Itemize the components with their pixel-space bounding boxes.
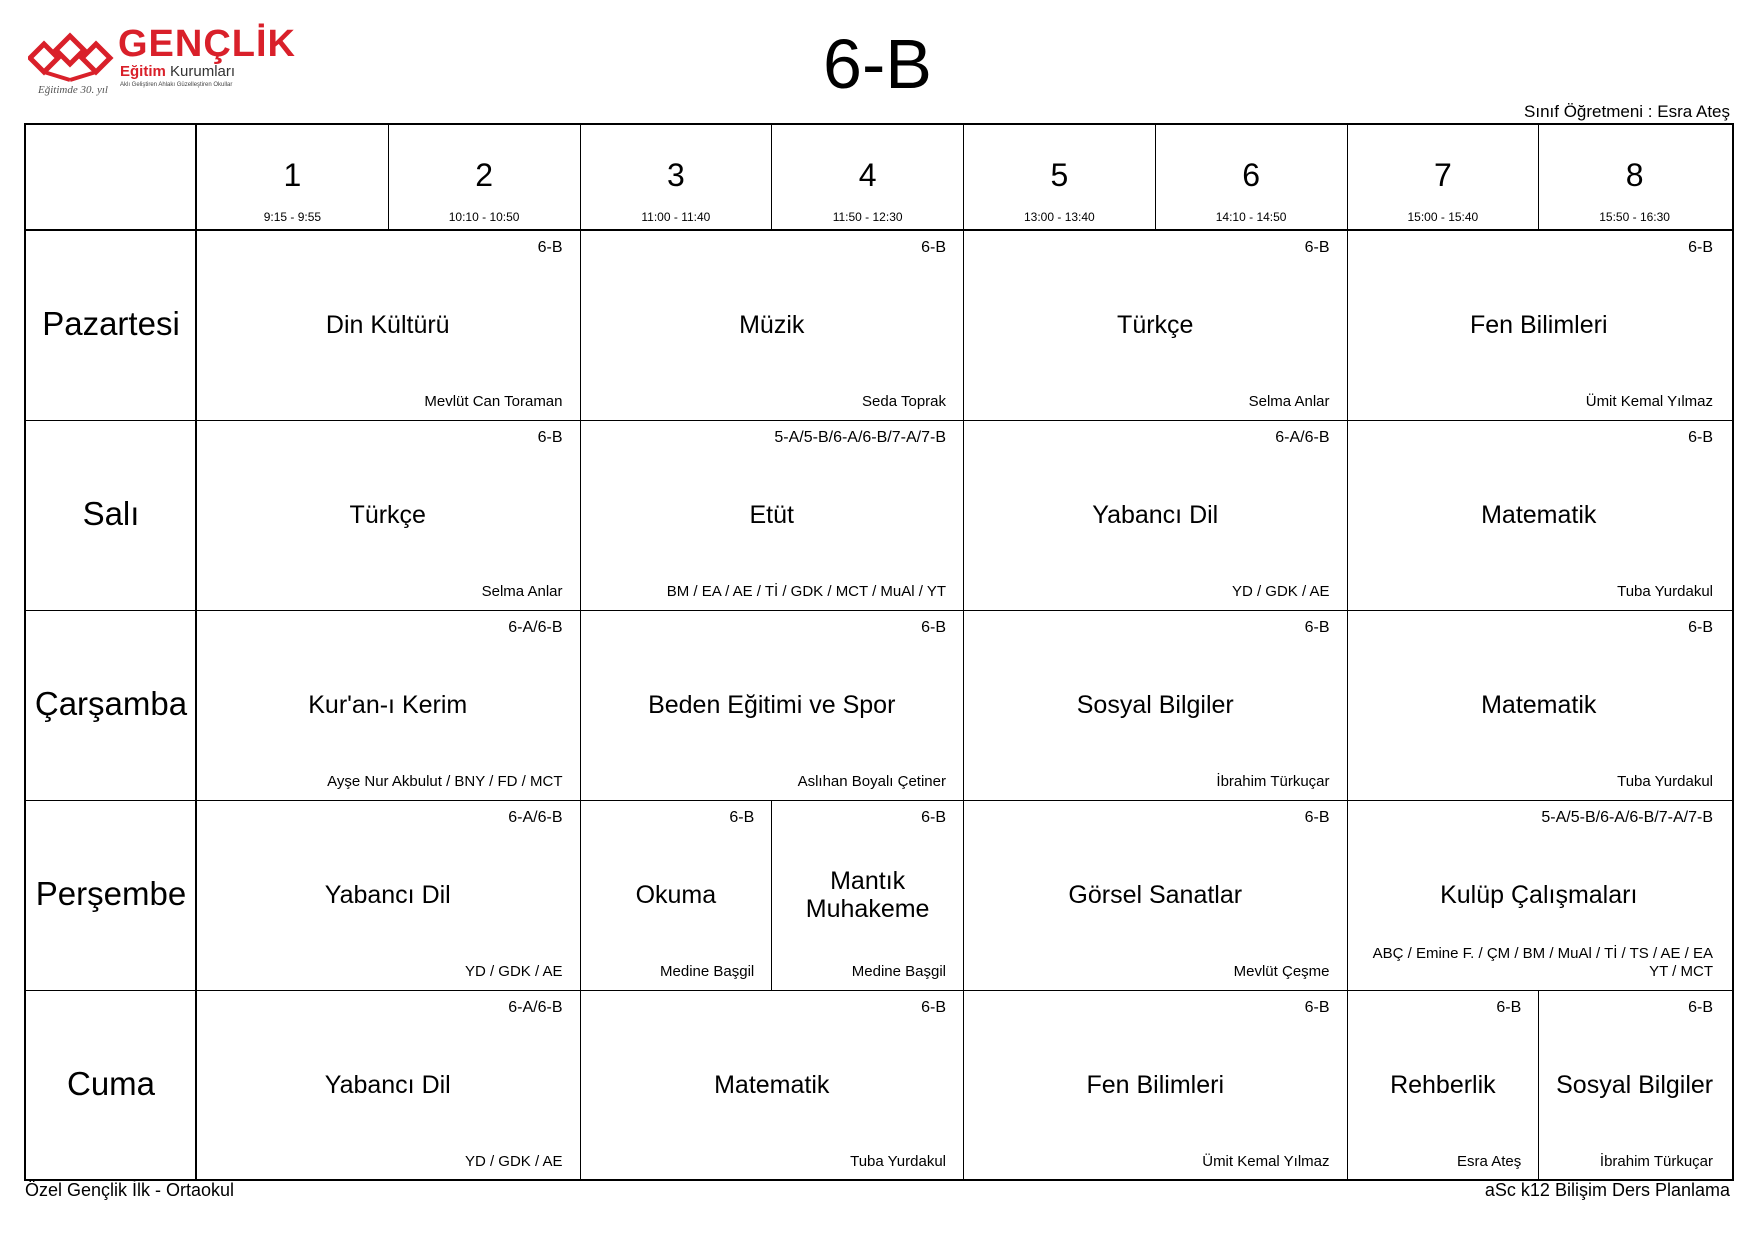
lesson-cell	[580, 990, 964, 1180]
lesson-subject: Müzik	[739, 311, 805, 339]
period-header	[388, 125, 580, 230]
period-number: 1	[283, 157, 302, 193]
lesson-subject: Yabancı Dil	[324, 1071, 451, 1099]
lesson-cell	[196, 610, 580, 800]
lesson-teacher: Mevlüt Can Toraman	[424, 393, 563, 410]
lesson-teacher: Medine Başgil	[851, 963, 946, 980]
lesson-subject: Sosyal Bilgiler	[1076, 691, 1234, 719]
lesson-class: 6-B	[1304, 999, 1330, 1016]
lesson-class: 5-A/5-B/6-A/6-B/7-A/7-B	[1541, 809, 1713, 826]
lesson-subject: Matematik	[1481, 501, 1597, 529]
logo-motto: Eğitimde 30. yıl	[38, 84, 108, 96]
lesson-cell	[963, 610, 1347, 800]
lesson-teacher: Tuba Yurdakul	[1617, 773, 1713, 790]
lesson-class: 6-B	[1688, 239, 1713, 256]
lesson-cell	[580, 610, 964, 800]
lesson-subject: Görsel Sanatlar	[1068, 881, 1243, 909]
lesson-teacher: İbrahim Türkuçar	[1216, 773, 1330, 790]
lesson-subject: Türkçe	[1117, 311, 1194, 339]
period-time: 11:50 - 12:30	[832, 210, 903, 224]
lesson-subject: Okuma	[635, 881, 717, 909]
lesson-cell	[580, 420, 964, 610]
lesson-class: 6-A/6-B	[508, 809, 563, 826]
lesson-subject: Kulüp Çalışmaları	[1440, 881, 1638, 909]
lesson-subject: Din Kültürü	[325, 311, 450, 339]
period-header	[1347, 125, 1539, 230]
lesson-teacher: Ayşe Nur Akbulut / BNY / FD / MCT	[327, 773, 563, 790]
lesson-class: 6-B	[1304, 809, 1330, 826]
lesson-cell	[963, 800, 1347, 990]
period-time: 11:00 - 11:40	[641, 210, 711, 224]
lesson-class: 6-B	[537, 429, 563, 446]
period-number: 5	[1050, 157, 1069, 193]
lesson-teacher: YD / GDK / AE	[464, 1153, 563, 1170]
day-name: Pazartesi	[42, 305, 180, 342]
lesson-teacher: Mevlüt Çeşme	[1233, 963, 1330, 980]
period-number: 7	[1433, 157, 1452, 193]
period-time: 15:50 - 16:30	[1599, 210, 1670, 224]
day-name: Salı	[82, 495, 140, 532]
day-name: Perşembe	[35, 875, 187, 912]
period-time: 14:10 - 14:50	[1215, 210, 1287, 224]
lesson-teacher: İbrahim Türkuçar	[1599, 1153, 1713, 1170]
lesson-cell	[963, 990, 1347, 1180]
lesson-subject: Türkçe	[349, 501, 426, 529]
lesson-cell	[1538, 990, 1730, 1180]
lesson-teacher: Selma Anlar	[1248, 393, 1330, 410]
period-header	[1538, 125, 1730, 230]
lesson-subject: Kur'an-ı Kerim	[308, 691, 468, 719]
lesson-class: 6-B	[921, 999, 946, 1016]
lesson-subject: Rehberlik	[1390, 1071, 1496, 1099]
period-time: 9:15 - 9:55	[263, 210, 322, 224]
lesson-class: 6-B	[729, 809, 755, 826]
footer-software-name: aSc k12 Bilişim Ders Planlama	[1484, 1180, 1730, 1200]
lesson-cell	[963, 420, 1347, 610]
lesson-class: 6-B	[921, 619, 946, 636]
lesson-subject: Matematik	[1481, 691, 1597, 719]
class-teacher: Sınıf Öğretmeni : Esra Ateş	[1524, 102, 1730, 121]
period-time: 10:10 - 10:50	[448, 210, 520, 224]
lesson-cell	[1347, 800, 1731, 990]
period-time: 15:00 - 15:40	[1407, 210, 1479, 224]
lesson-class: 6-B	[1304, 239, 1330, 256]
lesson-cell	[196, 230, 580, 420]
lesson-subject: Fen Bilimleri	[1469, 311, 1608, 339]
lesson-class: 6-B	[921, 809, 946, 826]
period-time: 13:00 - 13:40	[1024, 210, 1095, 224]
period-number: 2	[475, 157, 494, 193]
lesson-class: 6-B	[1688, 619, 1713, 636]
lesson-subject: Fen Bilimleri	[1086, 1071, 1225, 1099]
lesson-class: 6-A/6-B	[508, 619, 563, 636]
lesson-subject: Mantık Muhakeme	[805, 867, 930, 923]
lesson-subject: Yabancı Dil	[324, 881, 451, 909]
lesson-teacher: Selma Anlar	[481, 583, 563, 600]
lesson-cell	[771, 800, 963, 990]
period-header	[963, 125, 1155, 230]
page-title: 6-B	[823, 25, 932, 103]
lesson-class: 5-A/5-B/6-A/6-B/7-A/7-B	[774, 429, 946, 446]
lesson-cell	[196, 420, 580, 610]
lesson-cell	[1347, 230, 1731, 420]
lesson-teacher: Tuba Yurdakul	[850, 1153, 946, 1170]
lesson-teacher: Esra Ateş	[1457, 1153, 1522, 1170]
lesson-teacher: YD / GDK / AE	[464, 963, 563, 980]
timetable-grid	[24, 123, 1734, 1181]
lesson-class: 6-B	[537, 239, 563, 256]
logo-subtitle-rest: Kurumları	[170, 63, 236, 80]
period-header	[196, 125, 388, 230]
lesson-cell	[196, 990, 580, 1180]
lesson-teacher: Seda Toprak	[862, 393, 946, 410]
lesson-class: 6-B	[1496, 999, 1522, 1016]
lesson-class: 6-B	[1688, 429, 1713, 446]
period-header	[580, 125, 772, 230]
lesson-teacher: ABÇ / Emine F. / ÇM / BM / MuAl / Tİ / TS / AE / EA YT / MCT	[1372, 945, 1713, 980]
lesson-subject: Beden Eğitimi ve Spor	[648, 691, 896, 719]
lesson-teacher: Aslıhan Boyalı Çetiner	[797, 773, 946, 790]
period-header	[1155, 125, 1347, 230]
day-name: Çarşamba	[34, 685, 188, 722]
lesson-class: 6-A/6-B	[1275, 429, 1330, 446]
lesson-class: 6-A/6-B	[508, 999, 563, 1016]
lesson-cell	[1347, 990, 1539, 1180]
period-number: 6	[1242, 157, 1261, 193]
lesson-cell	[1347, 420, 1731, 610]
lesson-subject: Sosyal Bilgiler	[1556, 1071, 1714, 1099]
lesson-teacher: Ümit Kemal Yılmaz	[1585, 393, 1713, 410]
lesson-teacher: BM / EA / AE / Tİ / GDK / MCT / MuAl / YT	[666, 583, 946, 600]
logo-subtitle-bold: Eğitim	[120, 63, 166, 80]
lesson-subject: Yabancı Dil	[1092, 501, 1219, 529]
lesson-class: 6-B	[1688, 999, 1713, 1016]
lesson-cell	[580, 230, 964, 420]
footer-school-name: Özel Gençlik İlk - Ortaokul	[25, 1180, 235, 1200]
logo-tagline: Aklı Geliştiren Ahlakı Güzelleştiren Okullar	[120, 82, 233, 88]
lesson-teacher: Tuba Yurdakul	[1617, 583, 1713, 600]
day-name: Cuma	[66, 1065, 156, 1102]
lesson-teacher: YD / GDK / AE	[1231, 583, 1330, 600]
lesson-cell	[1347, 610, 1731, 800]
lesson-cell	[580, 800, 772, 990]
period-number: 4	[858, 157, 877, 193]
period-number: 3	[666, 157, 685, 193]
logo-brand-text: GENÇLİK	[118, 23, 296, 65]
lesson-cell	[963, 230, 1347, 420]
lesson-teacher: Medine Başgil	[660, 963, 755, 980]
lesson-class: 6-B	[1304, 619, 1330, 636]
lesson-subject: Etüt	[749, 501, 794, 529]
lesson-class: 6-B	[921, 239, 946, 256]
lesson-subject: Matematik	[714, 1071, 830, 1099]
period-number: 8	[1625, 157, 1644, 193]
lesson-teacher: Ümit Kemal Yılmaz	[1202, 1153, 1330, 1170]
lesson-cell	[196, 800, 580, 990]
period-header	[771, 125, 963, 230]
